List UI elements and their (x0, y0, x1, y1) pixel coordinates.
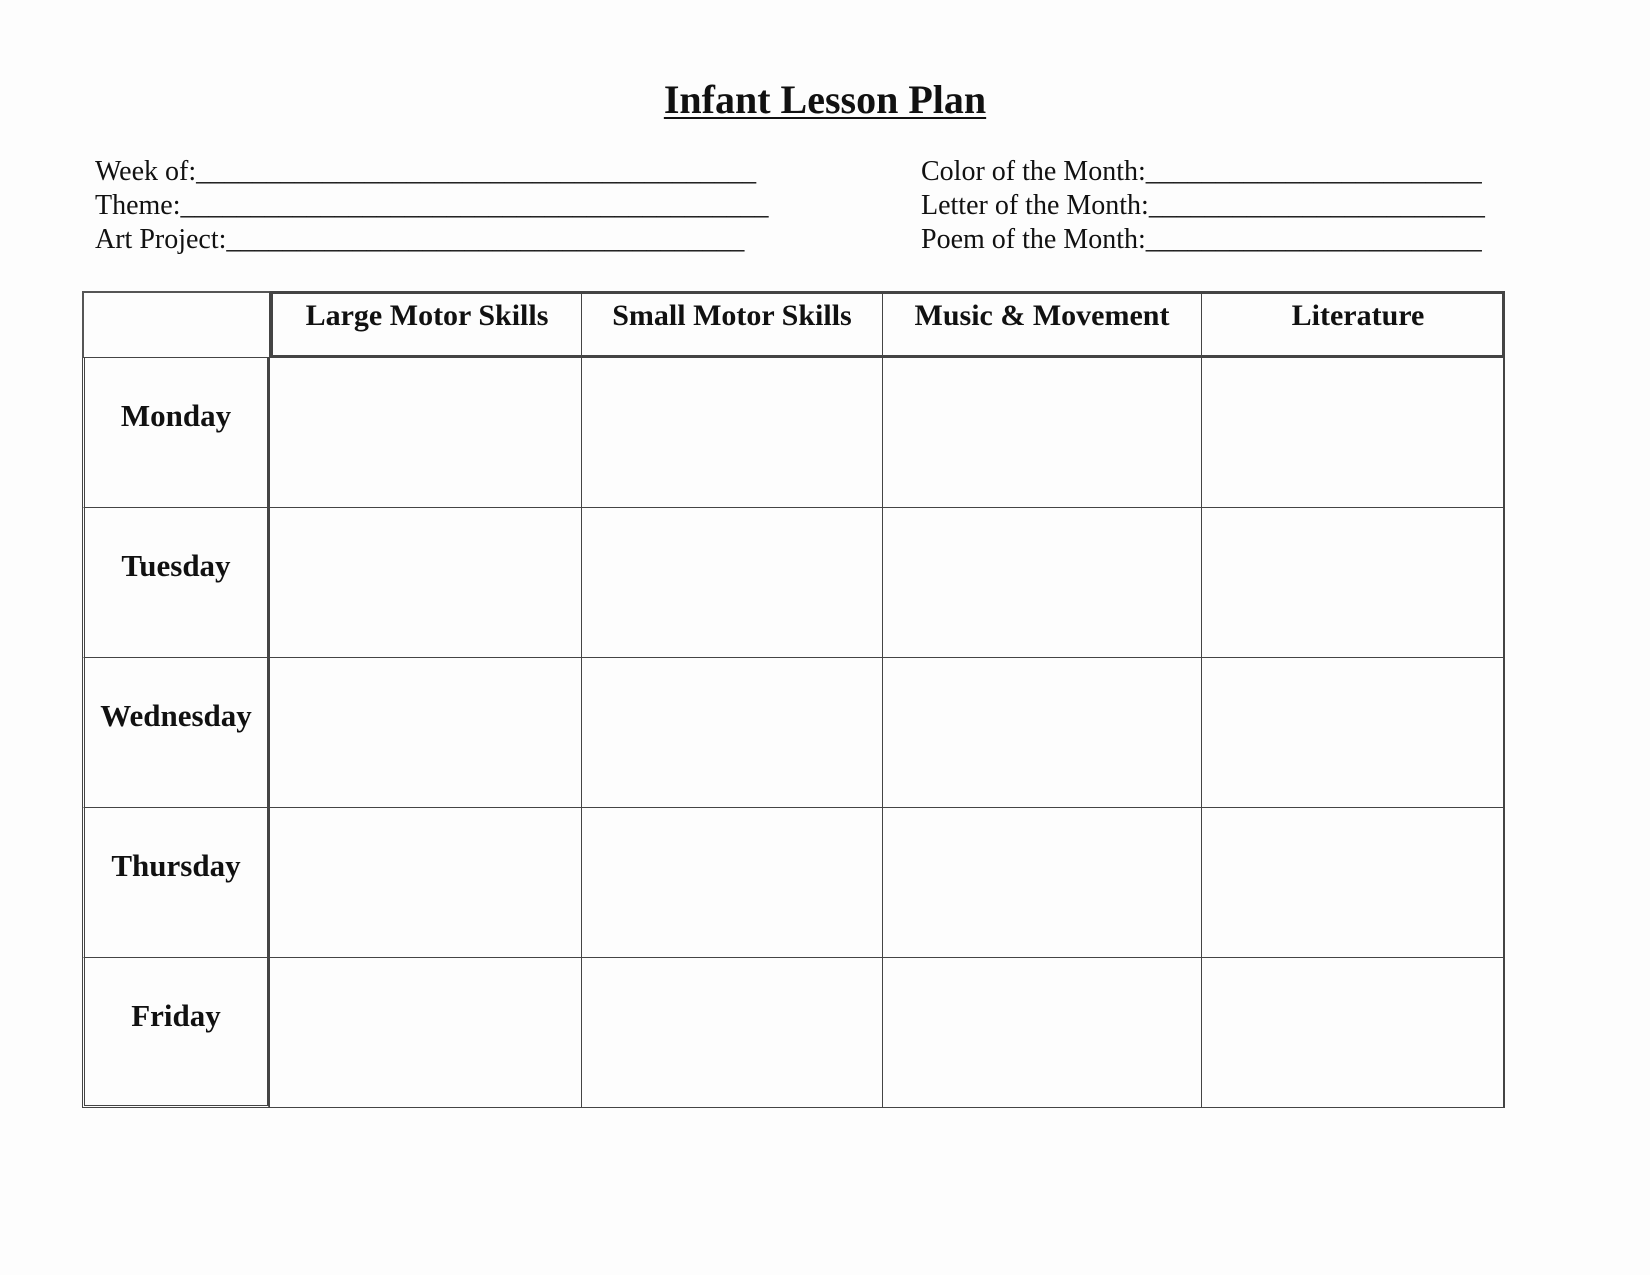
header-fields-right (921, 155, 1485, 257)
day-label-monday: Monday (82, 358, 270, 508)
field-blank[interactable]: ________________________ (1145, 156, 1482, 187)
theme-field[interactable] (95, 189, 769, 223)
header-fields-left (95, 155, 769, 257)
week-of-field[interactable] (95, 155, 769, 189)
field-label: Theme: (95, 190, 181, 221)
day-label-thursday: Thursday (82, 808, 270, 958)
plan-cell-monday-3[interactable] (883, 358, 1202, 508)
field-label: Art Project: (95, 224, 227, 255)
plan-cell-thursday-1[interactable] (270, 808, 582, 958)
field-label: Color of the Month: (921, 156, 1146, 187)
field-blank[interactable]: ________________________ (1148, 190, 1485, 221)
plan-cell-monday-2[interactable] (582, 358, 883, 508)
field-label: Poem of the Month: (921, 224, 1146, 255)
plan-cell-wednesday-3[interactable] (883, 658, 1202, 808)
column-header-large-motor: Large Motor Skills (270, 291, 582, 358)
column-header-music-movement: Music & Movement (883, 291, 1202, 358)
lesson-plan-table (82, 291, 1504, 1113)
plan-cell-wednesday-4[interactable] (1202, 658, 1505, 808)
plan-cell-tuesday-4[interactable] (1202, 508, 1505, 658)
column-header-literature: Literature (1202, 291, 1505, 358)
day-label-tuesday: Tuesday (82, 508, 270, 658)
page-title: Infant Lesson Plan (663, 77, 987, 122)
plan-cell-wednesday-2[interactable] (582, 658, 883, 808)
field-blank[interactable]: __________________________________________ (180, 190, 769, 221)
poem-of-month-field[interactable] (921, 223, 1485, 257)
plan-cell-monday-4[interactable] (1202, 358, 1505, 508)
plan-cell-friday-3[interactable] (883, 958, 1202, 1108)
column-header-small-motor: Small Motor Skills (582, 291, 883, 358)
field-blank[interactable]: ________________________ (1145, 224, 1482, 255)
plan-cell-thursday-2[interactable] (582, 808, 883, 958)
day-label-wednesday: Wednesday (82, 658, 270, 808)
plan-cell-tuesday-3[interactable] (883, 508, 1202, 658)
plan-cell-tuesday-1[interactable] (270, 508, 582, 658)
letter-of-month-field[interactable] (921, 189, 1485, 223)
field-label: Letter of the Month: (921, 190, 1149, 221)
plan-cell-wednesday-1[interactable] (270, 658, 582, 808)
plan-cell-thursday-3[interactable] (883, 808, 1202, 958)
color-of-month-field[interactable] (921, 155, 1485, 189)
plan-cell-tuesday-2[interactable] (582, 508, 883, 658)
field-blank[interactable]: ________________________________________ (196, 156, 757, 187)
plan-cell-friday-2[interactable] (582, 958, 883, 1108)
field-blank[interactable]: _____________________________________ (226, 224, 745, 255)
plan-cell-monday-1[interactable] (270, 358, 582, 508)
field-label: Week of: (95, 156, 197, 187)
plan-cell-friday-1[interactable] (270, 958, 582, 1108)
plan-cell-thursday-4[interactable] (1202, 808, 1505, 958)
plan-cell-friday-4[interactable] (1202, 958, 1505, 1108)
corner-cell (82, 291, 270, 358)
day-label-friday: Friday (82, 958, 270, 1108)
art-project-field[interactable] (95, 223, 769, 257)
